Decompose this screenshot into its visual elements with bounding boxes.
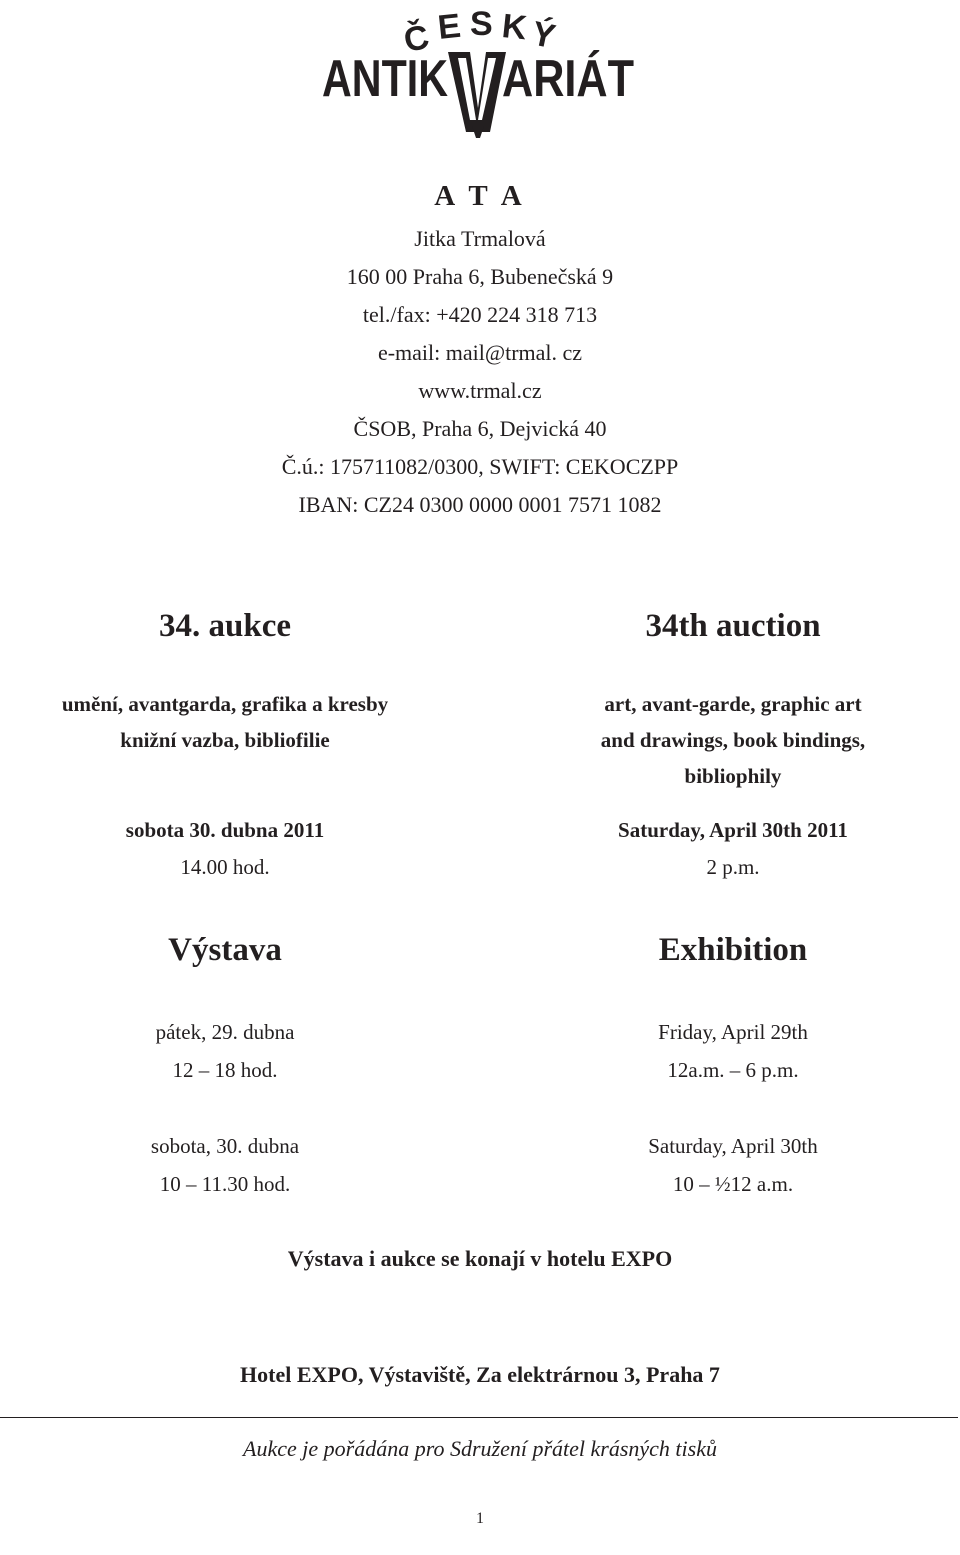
exhibition-hours1-cz: 12 – 18 hod.: [172, 1058, 278, 1082]
auction-heading-en: 34th auction: [645, 608, 821, 644]
auction-topics-en-line3: bibliophily: [684, 764, 782, 788]
auction-time-en: 2 p.m.: [706, 855, 760, 879]
logo-top-letter-s: S: [470, 5, 493, 43]
contact-person: Jitka Trmalová: [414, 226, 546, 251]
logo-top-letter-y: Ý: [528, 14, 559, 57]
logo-top-letter-e: E: [435, 6, 463, 47]
exhibition-heading-en: Exhibition: [658, 932, 808, 968]
contact-phone: tel./fax: +420 224 318 713: [362, 302, 598, 327]
footer-divider: [0, 1417, 958, 1418]
exhibition-hours2-en: 10 – ½12 a.m.: [672, 1172, 794, 1196]
venue-note: Výstava i aukce se konají v hotelu EXPO: [287, 1246, 673, 1271]
book-antiquariat-logo-icon: [448, 52, 506, 138]
logo-right-text: ARIÁT: [502, 50, 635, 108]
exhibition-day2-en: Saturday, April 30th: [648, 1134, 818, 1158]
contact-address: 160 00 Praha 6, Bubenečská 9: [346, 264, 614, 289]
auction-topics-cz-line2: knižní vazba, bibliofilie: [120, 728, 330, 752]
company-name: A T A: [434, 180, 526, 212]
contact-email: e-mail: mail@trmal. cz: [377, 340, 583, 365]
auction-topics-en-line1: art, avant-garde, graphic art: [604, 692, 862, 716]
exhibition-day1-cz: pátek, 29. dubna: [155, 1020, 295, 1044]
contact-iban: IBAN: CZ24 0300 0000 0001 7571 1082: [298, 492, 662, 517]
logo-left-text: ANTIK: [322, 50, 449, 108]
footer-note: Aukce je pořádána pro Sdružení přátel krásných tisků: [243, 1436, 717, 1461]
auction-topics-en-line2: and drawings, book bindings,: [600, 728, 866, 752]
auction-heading-cz: 34. aukce: [159, 608, 291, 644]
exhibition-hours2-cz: 10 – 11.30 hod.: [159, 1172, 291, 1196]
contact-web: www.trmal.cz: [418, 378, 542, 403]
contact-account: Č.ú.: 175711082/0300, SWIFT: CEKOCZPP: [281, 454, 679, 479]
exhibition-heading-cz: Výstava: [168, 932, 282, 968]
auction-date-en: Saturday, April 30th 2011: [618, 818, 848, 842]
venue-address: Hotel EXPO, Výstaviště, Za elektrárnou 3, Praha 7: [240, 1362, 720, 1387]
page-number: 1: [476, 1510, 484, 1527]
auction-date-cz: sobota 30. dubna 2011: [125, 818, 325, 842]
auction-time-cz: 14.00 hod.: [180, 855, 270, 879]
logo-top-letter-c: Č: [400, 17, 433, 61]
cesky-antikvariat-logo: [320, 5, 636, 138]
auction-topics-cz-line1: umění, avantgarda, grafika a kresby: [61, 692, 389, 716]
exhibition-day2-cz: sobota, 30. dubna: [150, 1134, 300, 1158]
exhibition-day1-en: Friday, April 29th: [658, 1020, 808, 1044]
logo-top-letter-k: K: [500, 7, 529, 48]
contact-bank: ČSOB, Praha 6, Dejvická 40: [353, 416, 607, 441]
exhibition-hours1-en: 12a.m. – 6 p.m.: [667, 1058, 799, 1082]
